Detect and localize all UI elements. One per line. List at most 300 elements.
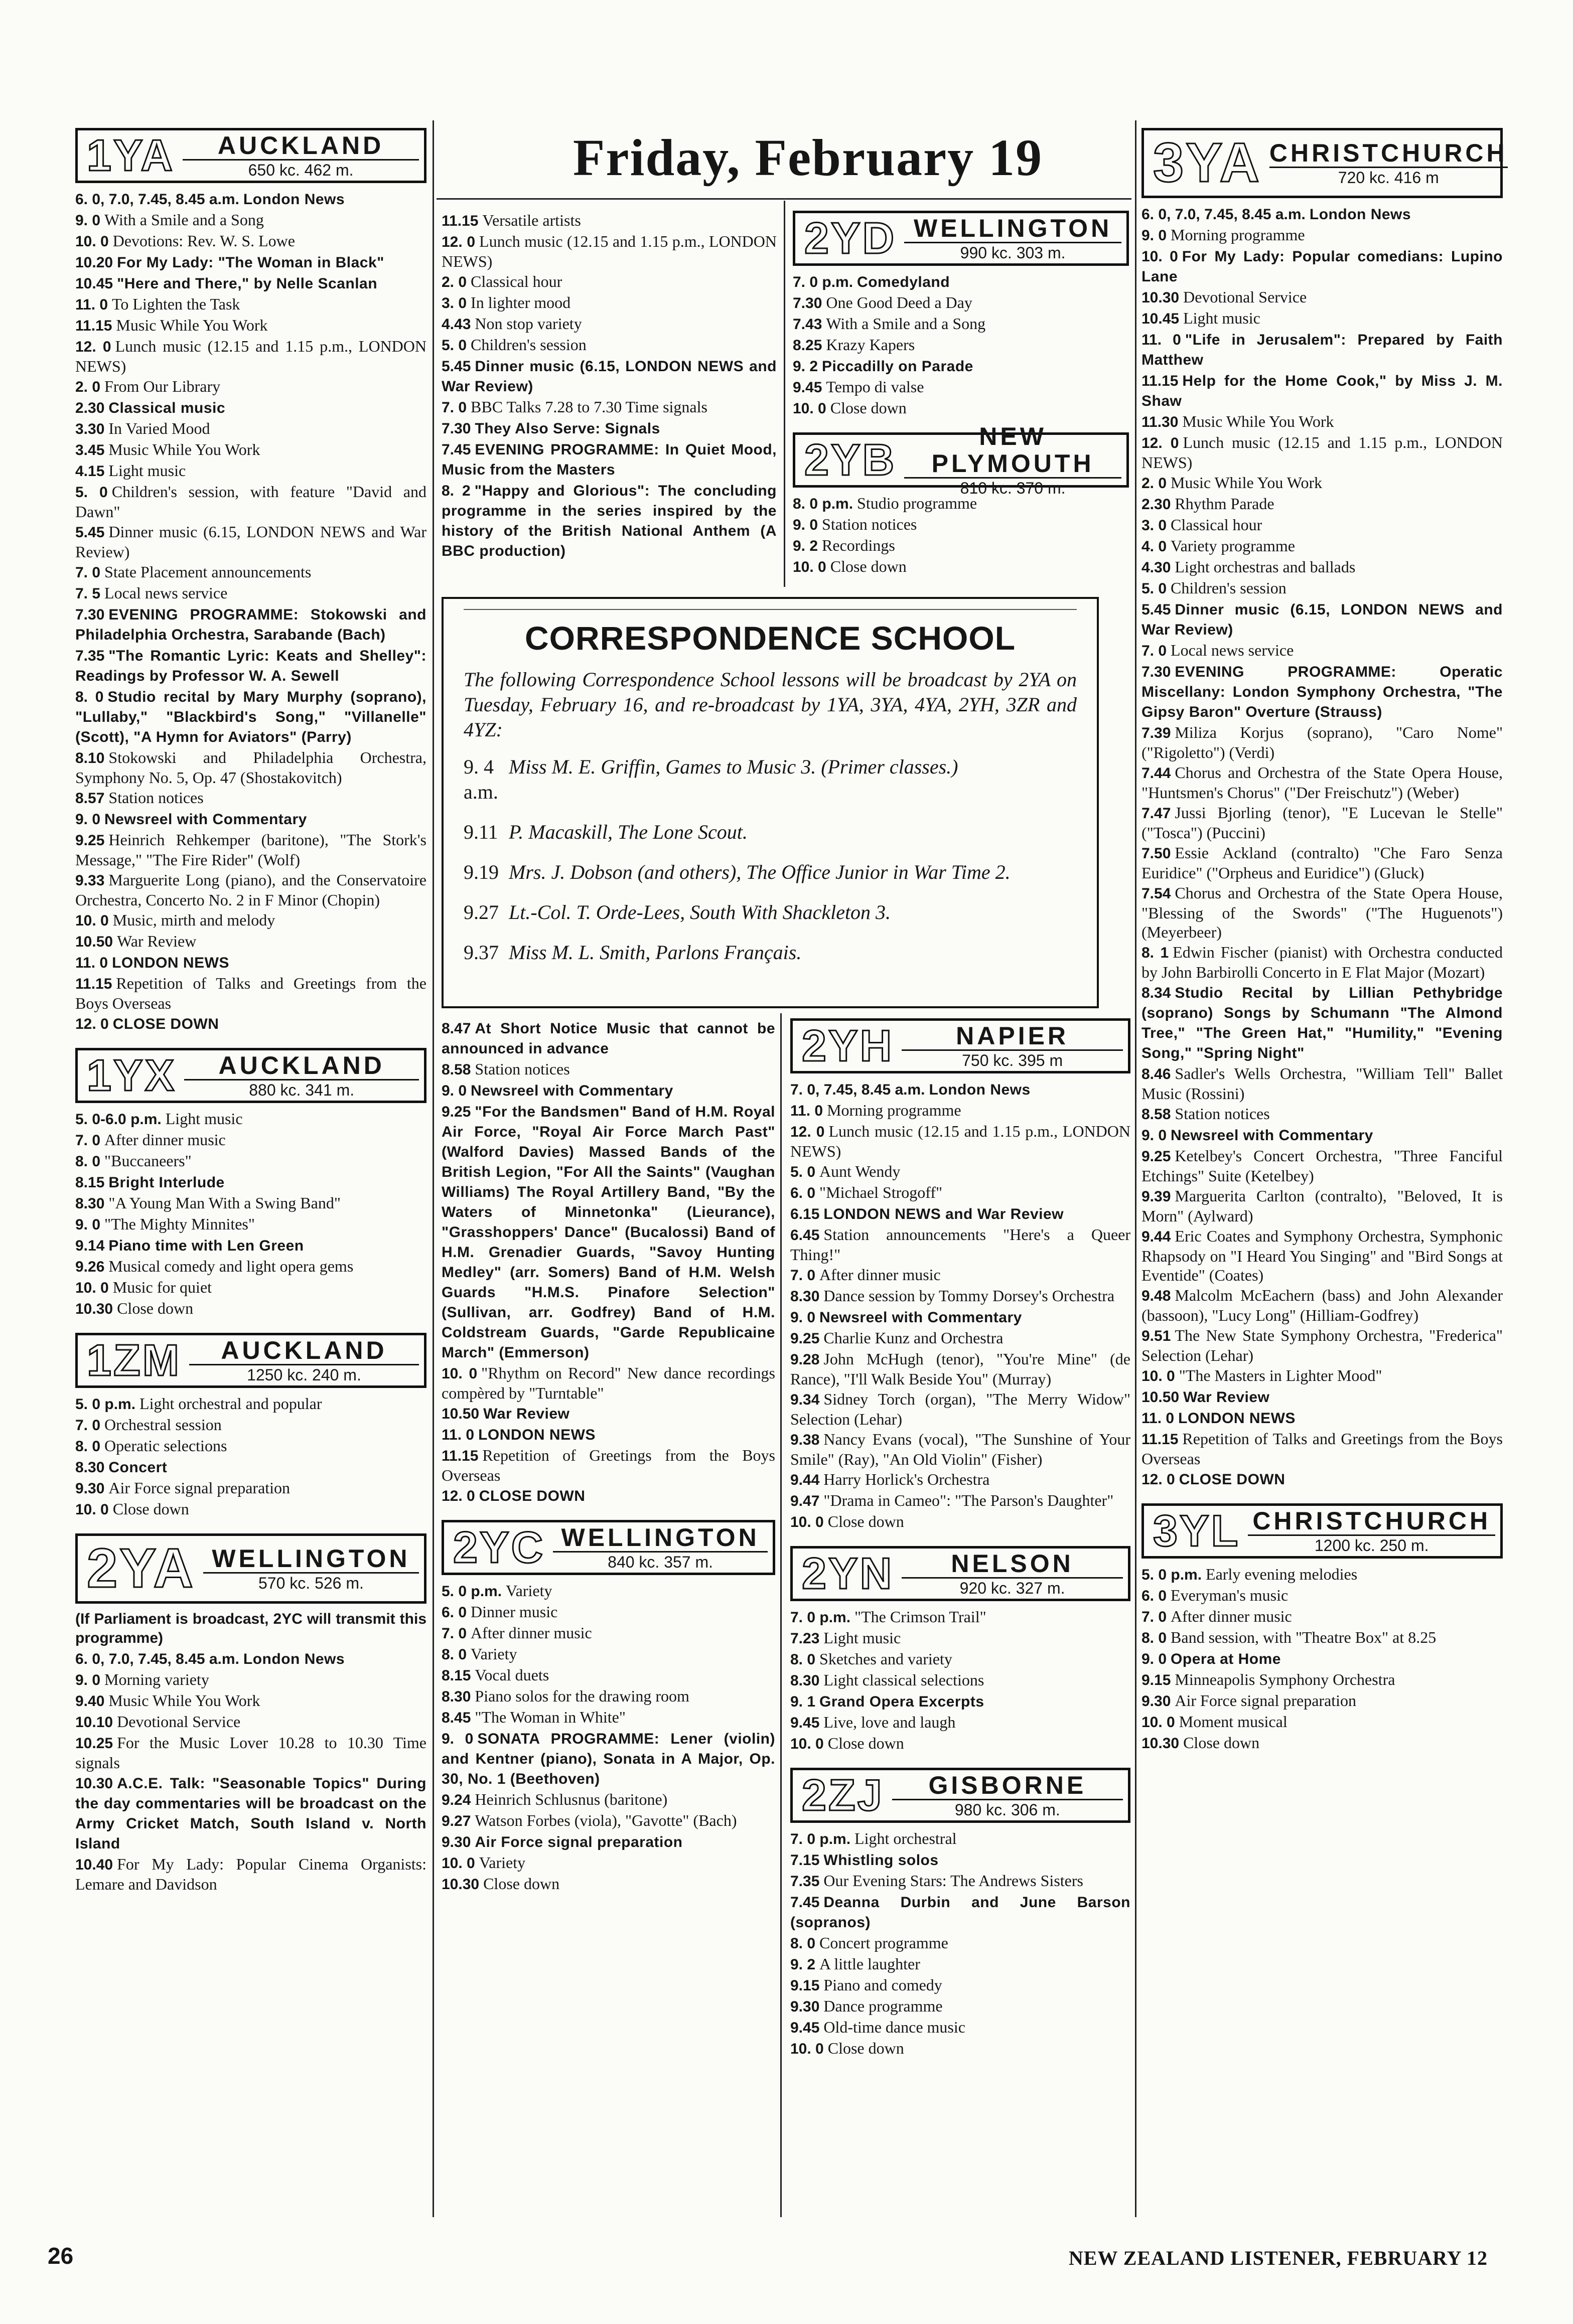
- column-rule: [1135, 120, 1136, 2217]
- entry-time: 10.30: [1141, 289, 1180, 306]
- station-city: WELLINGTON: [561, 1523, 760, 1552]
- entry-time: 5. 0 p.m.: [1141, 1567, 1202, 1583]
- page-number: 26: [48, 2243, 74, 2269]
- entry-text: LONDON NEWS: [1178, 1410, 1296, 1427]
- entry-text: "The Woman in White": [475, 1708, 626, 1726]
- station-frequency: 650 kc. 462 m.: [183, 159, 419, 180]
- entry-text: London News: [243, 1651, 345, 1667]
- entry-time: 11.15: [75, 976, 112, 992]
- schedule-entry: [790, 1162, 1130, 1182]
- lesson-text: Miss M. E. Griffin, Games to Music 3. (Primer classes.): [509, 755, 958, 778]
- schedule-entry: [442, 1425, 775, 1445]
- station-city: GISBORNE: [928, 1771, 1087, 1799]
- entry-text: Local news service: [104, 584, 228, 602]
- entry-text: Versatile artists: [482, 211, 581, 229]
- schedule-entry: [75, 1214, 426, 1234]
- entry-text: Heinrich Rehkemper (baritone), "The Stork's Message," "The Fire Rider" (Wolf): [75, 831, 426, 869]
- lesson-item: [464, 940, 1077, 965]
- entry-time: 12. 0: [442, 234, 476, 250]
- entry-time: 6.45: [790, 1227, 820, 1244]
- entry-time: 5.45: [1141, 601, 1171, 618]
- entry-text: Tempo di valse: [826, 378, 924, 396]
- entry-text: Morning variety: [104, 1670, 209, 1688]
- schedule-entry: [1141, 1712, 1503, 1732]
- schedule-entry: [75, 189, 426, 209]
- schedule-entry: [442, 1790, 775, 1810]
- entry-time: 10.20: [75, 254, 113, 271]
- entry-time: 10. 0: [1141, 1714, 1175, 1731]
- station-header-2yn: [790, 1546, 1130, 1601]
- schedule-entry: [790, 1430, 1130, 1469]
- schedule-entry: [793, 335, 1129, 355]
- entry-time: 9. 1: [790, 1693, 816, 1710]
- schedule-entry: [790, 1286, 1130, 1306]
- schedule-entry: [793, 293, 1129, 313]
- schedule-entry: [1141, 943, 1503, 982]
- entry-time: 10.40: [75, 1856, 113, 1873]
- entry-time: 8.10: [75, 750, 105, 766]
- schedule-entry: [790, 1850, 1130, 1870]
- schedule-entry: [793, 314, 1129, 334]
- schedule-entry: [1141, 1429, 1503, 1468]
- entry-text: Close down: [827, 1512, 904, 1530]
- station-logo: 2YC: [453, 1522, 545, 1572]
- schedule-entry: [442, 1102, 775, 1362]
- schedule-entry: [790, 1933, 1130, 1953]
- entry-text: Station announcements "Here's a Queer Thing!": [790, 1225, 1130, 1264]
- schedule-entry: [442, 314, 777, 334]
- schedule-entry: [75, 273, 426, 293]
- schedule-entry: [1141, 1649, 1503, 1669]
- entry-time: 8. 0: [75, 1438, 101, 1455]
- schedule-entry: [442, 1686, 775, 1707]
- entry-time: 8. 0: [1141, 1630, 1167, 1646]
- entry-time: 9.45: [790, 1715, 820, 1731]
- schedule-entry: [1141, 246, 1503, 286]
- entry-text: Devotions: Rev. W. S. Lowe: [112, 232, 295, 250]
- entry-time: 6. 0: [1141, 1588, 1167, 1604]
- column-3-lower: [790, 1018, 1130, 2060]
- entry-text: London News: [929, 1081, 1031, 1098]
- entry-text: Station notices: [822, 515, 917, 533]
- entry-text: EVENING PROGRAMME: Stokowski and Philadelphia Orchestra, Sarabande (Bach): [75, 606, 426, 643]
- schedule-entry: [1141, 1733, 1503, 1753]
- entry-text: "A Young Man With a Swing Band": [108, 1194, 341, 1212]
- entry-text: EVENING PROGRAMME: Operatic Miscellany: London Symphony Orchestra, "The Gipsy Baron" Overture (Strauss): [1141, 664, 1503, 720]
- entry-text: The New State Symphony Orchestra, "Frederica" Selection (Lehar): [1141, 1326, 1503, 1364]
- schedule-entry: [1141, 287, 1503, 307]
- entry-text: SONATA PROGRAMME: Lener (violin) and Kentner (piano), Sonata in A Major, Op. 30, No. 1 (Beethoven): [442, 1731, 775, 1787]
- entry-time: 9. 2: [790, 1956, 816, 1973]
- entry-text: Light classical selections: [823, 1671, 984, 1689]
- station-frequency: 990 kc. 303 m.: [904, 242, 1121, 262]
- entry-time: 6. 0: [442, 1604, 467, 1621]
- entry-text: A.C.E. Talk: "Seasonable Topics" During the day commentaries will be broadcast on the Army Cricket Match, South Island v. North Island: [75, 1775, 426, 1852]
- schedule-entry: [1141, 557, 1503, 577]
- entry-time: 7.30: [75, 606, 105, 623]
- schedule-entry: [75, 522, 426, 561]
- schedule-entry: [793, 557, 1129, 577]
- schedule-entry: [1141, 1565, 1503, 1585]
- lesson-text: P. Macaskill, The Lone Scout.: [509, 821, 748, 843]
- entry-time: 12. 0: [790, 1124, 825, 1140]
- entry-time: 7.39: [1141, 725, 1171, 741]
- schedule-entry: [75, 604, 426, 645]
- entry-time: 8.30: [75, 1459, 105, 1476]
- entry-text: Variety programme: [1171, 537, 1295, 555]
- entry-time: 8. 0 p.m.: [793, 496, 853, 512]
- entry-text: "Happy and Glorious": The concluding programme in the series inspired by the history of the British National Anthem (A BBC production): [442, 483, 777, 559]
- entry-time: 5. 0 p.m.: [75, 1396, 136, 1413]
- entry-time: 12. 0: [1141, 1471, 1175, 1488]
- station-city: CHRISTCHURCH: [1269, 138, 1508, 167]
- station-logo: 1YX: [87, 1050, 177, 1100]
- lesson-time: 9.37: [464, 941, 499, 964]
- schedule-entry: [75, 1151, 426, 1171]
- schedule-entry: [1141, 308, 1503, 329]
- entry-time: 2.30: [1141, 496, 1171, 513]
- schedule-entry: [1141, 433, 1503, 472]
- entry-text: After dinner music: [1171, 1607, 1292, 1625]
- schedule-entry: [75, 419, 426, 439]
- entry-text: Bright Interlude: [108, 1174, 225, 1191]
- entry-time: 10.45: [1141, 311, 1180, 327]
- schedule-entry: [790, 1954, 1130, 1974]
- schedule-2zj: [790, 1829, 1130, 2059]
- station-frequency: 750 kc. 395 m: [902, 1049, 1123, 1070]
- schedule-entry: [442, 293, 777, 313]
- entry-text: For the Music Lover 10.28 to 10.30 Time signals: [75, 1734, 426, 1772]
- entry-time: 10. 0: [790, 2041, 824, 2057]
- schedule-entry: [442, 1018, 775, 1058]
- entry-time: 4. 0: [1141, 538, 1167, 555]
- entry-time: 10.30: [75, 1301, 113, 1317]
- entry-time: 8. 0: [790, 1935, 816, 1952]
- schedule-entry: [75, 337, 426, 376]
- schedule-2ya: [75, 1649, 426, 1894]
- entry-text: Close down: [483, 1875, 560, 1893]
- entry-text: Band session, with "Theatre Box" at 8.25: [1171, 1628, 1437, 1646]
- schedule-entry: [1141, 1408, 1503, 1428]
- schedule-entry: [790, 1892, 1130, 1932]
- entry-time: 9. 0: [1141, 1651, 1167, 1667]
- entry-text: LONDON NEWS and War Review: [823, 1206, 1064, 1222]
- entry-time: 7.47: [1141, 805, 1171, 822]
- entry-text: Morning programme: [827, 1101, 961, 1119]
- entry-text: Chorus and Orchestra of the State Opera House, "Huntsmen's Chorus" ("Der Freischutz") (Weber): [1141, 763, 1503, 802]
- schedule-entry: [75, 1712, 426, 1732]
- entry-time: 11.15: [442, 1448, 479, 1464]
- entry-text: Studio programme: [857, 494, 977, 512]
- entry-text: Close down: [830, 399, 907, 417]
- entry-time: 9. 0: [75, 1672, 101, 1688]
- entry-text: LONDON NEWS: [478, 1427, 596, 1443]
- entry-text: Aunt Wendy: [819, 1162, 901, 1180]
- entry-time: 9.47: [790, 1493, 820, 1509]
- entry-time: 8. 0: [442, 1646, 467, 1663]
- entry-text: Station notices: [1175, 1105, 1270, 1123]
- schedule-entry: [75, 210, 426, 230]
- entry-time: 5. 0: [790, 1164, 816, 1180]
- entry-text: Newsreel with Commentary: [1171, 1127, 1373, 1144]
- entry-text: Everyman's music: [1171, 1586, 1289, 1604]
- entry-text: Concert: [108, 1459, 168, 1476]
- entry-text: Music While You Work: [1182, 412, 1334, 430]
- entry-time: 8.15: [75, 1174, 105, 1191]
- entry-text: Grand Opera Excerpts: [819, 1693, 984, 1710]
- station-logo: 3YA: [1153, 132, 1261, 194]
- entry-text: London News: [1309, 206, 1411, 223]
- schedule-entry: [75, 1394, 426, 1414]
- entry-time: 6. 0, 7.0, 7.45, 8.45 a.m.: [1141, 206, 1306, 223]
- entry-text: Help for the Home Cook," by Miss J. M. Shaw: [1141, 373, 1503, 409]
- entry-text: Children's session, with feature "David and Dawn": [75, 483, 426, 521]
- entry-time: 10. 0: [793, 559, 826, 575]
- entry-time: 8.15: [442, 1667, 471, 1684]
- schedule-entry: [1141, 1104, 1503, 1124]
- schedule-entry: [1141, 515, 1503, 535]
- entry-text: Close down: [827, 2039, 904, 2057]
- entry-time: 9. 2: [793, 358, 818, 375]
- entry-text: Recordings: [822, 536, 895, 554]
- schedule-3ya: [1141, 204, 1503, 1489]
- schedule-entry: [790, 1628, 1130, 1648]
- entry-time: 10.25: [75, 1735, 113, 1752]
- schedule-entry: [790, 1670, 1130, 1690]
- entry-time: 8.58: [442, 1061, 471, 1078]
- entry-time: 7.43: [793, 316, 822, 333]
- entry-text: Music While You Work: [116, 316, 268, 334]
- entry-time: 7. 0, 7.45, 8.45 a.m.: [790, 1081, 925, 1098]
- entry-text: Lunch music (12.15 and 1.15 p.m., LONDON NEWS): [75, 337, 426, 375]
- entry-time: 8.30: [790, 1672, 820, 1689]
- schedule-entry: [1141, 1469, 1503, 1489]
- station-header-1yx: [75, 1048, 426, 1103]
- entry-text: Sadler's Wells Orchestra, "William Tell" Ballet Music (Rossini): [1141, 1064, 1503, 1103]
- entry-text: Miliza Korjus (soprano), "Caro Nome" ("Rigoletto") (Verdi): [1141, 723, 1503, 761]
- schedule-1yx: [75, 1109, 426, 1319]
- entry-text: Whistling solos: [823, 1852, 939, 1869]
- schedule-entry: [442, 211, 777, 231]
- entry-time: 12. 0: [75, 339, 111, 355]
- schedule-entry: [75, 646, 426, 686]
- entry-time: 7.35: [790, 1873, 820, 1890]
- lesson-text: Mrs. J. Dobson (and others), The Office Junior in War Time 2.: [509, 861, 1011, 883]
- schedule-entry: [1141, 371, 1503, 411]
- entry-text: War Review: [117, 932, 197, 950]
- schedule-entry: [790, 1204, 1130, 1224]
- schedule-entry: [1141, 883, 1503, 942]
- station-frequency: 1250 kc. 240 m.: [189, 1364, 419, 1384]
- schedule-entry: [1141, 494, 1503, 514]
- schedule-entry: [442, 397, 777, 417]
- entry-time: 8.46: [1141, 1066, 1171, 1082]
- entry-text: "The Crimson Trail": [854, 1608, 986, 1626]
- entry-text: EVENING PROGRAMME: In Quiet Mood, Music from the Masters: [442, 441, 777, 478]
- schedule-entry: [1141, 723, 1503, 762]
- entry-text: Essie Ackland (contralto) "Che Faro Senza Euridice" ("Orpheus and Euridice") (Gluck): [1141, 844, 1503, 882]
- entry-text: From Our Library: [104, 377, 221, 395]
- entry-text: Children's session: [471, 336, 587, 354]
- schedule-entry: [75, 809, 426, 829]
- entry-time: 9.30: [75, 1480, 105, 1497]
- schedule-2ya-continued-2: [442, 1018, 775, 1506]
- parliament-note: (If Parliament is broadcast, 2YC will transmit this programme): [75, 1611, 426, 1646]
- entry-time: 9. 0: [442, 1082, 467, 1099]
- entry-text: Non stop variety: [475, 315, 582, 333]
- column-rule: [780, 1013, 782, 2217]
- station-city: WELLINGTON: [212, 1544, 410, 1573]
- station-frequency: 920 kc. 327 m.: [902, 1577, 1123, 1598]
- entry-time: 10. 0: [75, 1501, 109, 1518]
- station-frequency: 810 kc. 370 m.: [904, 477, 1121, 498]
- entry-time: 8.30: [75, 1195, 105, 1212]
- schedule-entry: [790, 1871, 1130, 1891]
- entry-time: 9.30: [790, 1998, 820, 2015]
- entry-text: Stokowski and Philadelphia Orchestra, Symphony No. 5, Op. 47 (Shostakovitch): [75, 748, 426, 787]
- entry-text: Classical hour: [1171, 516, 1262, 534]
- entry-time: 9.39: [1141, 1188, 1171, 1205]
- entry-time: 9.15: [790, 1977, 820, 1994]
- schedule-entry: [790, 1101, 1130, 1121]
- entry-time: 9.27: [442, 1813, 471, 1829]
- entry-text: Dance session by Tommy Dorsey's Orchestra: [823, 1287, 1115, 1305]
- entry-text: Close down: [827, 1734, 904, 1752]
- entry-time: 11. 0: [75, 296, 108, 313]
- schedule-entry: [75, 1733, 426, 1772]
- entry-time: 9.44: [1141, 1228, 1171, 1245]
- schedule-entry: [1141, 1186, 1503, 1225]
- entry-time: 7.23: [790, 1630, 820, 1647]
- entry-time: 9.40: [75, 1693, 105, 1710]
- entry-text: Orchestral session: [104, 1416, 222, 1434]
- schedule-entry: [790, 1225, 1130, 1264]
- schedule-entry: [1141, 763, 1503, 802]
- schedule-entry: [75, 1499, 426, 1519]
- entry-text: Sketches and variety: [819, 1650, 952, 1668]
- entry-time: 7.15: [790, 1852, 820, 1869]
- entry-time: 10.50: [1141, 1389, 1180, 1406]
- entry-time: 9. 2: [793, 538, 818, 554]
- schedule-entry: [442, 439, 777, 480]
- entry-text: Old-time dance music: [823, 2018, 965, 2036]
- entry-text: Live, love and laugh: [823, 1713, 956, 1731]
- station-logo: 2YD: [804, 213, 897, 263]
- schedule-entry: [75, 1478, 426, 1498]
- entry-text: Newsreel with Commentary: [819, 1309, 1022, 1326]
- schedule-entry: [1141, 1691, 1503, 1711]
- entry-time: 9. 0: [442, 1731, 474, 1747]
- entry-time: 7. 0: [75, 564, 101, 581]
- entry-time: 8. 2: [442, 483, 471, 499]
- station-header-1zm: [75, 1333, 426, 1388]
- station-frequency: 1200 kc. 250 m.: [1248, 1534, 1495, 1555]
- schedule-entry: [1141, 204, 1503, 224]
- entry-time: 3.30: [75, 421, 105, 437]
- station-frequency: 980 kc. 306 m.: [892, 1799, 1123, 1819]
- entry-time: 4.15: [75, 463, 105, 480]
- schedule-entry: [442, 272, 777, 292]
- schedule-entry: [442, 481, 777, 561]
- schedule-entry: [75, 1278, 426, 1298]
- entry-text: Newsreel with Commentary: [104, 811, 307, 828]
- entry-time: 10. 0: [75, 233, 109, 250]
- entry-text: Variety: [506, 1582, 552, 1600]
- schedule-entry: [1141, 599, 1503, 640]
- entry-time: 6. 0, 7.0, 7.45, 8.45 a.m.: [75, 1651, 239, 1667]
- lesson-text: Miss M. L. Smith, Parlons Français.: [509, 941, 802, 964]
- schedule-entry: [75, 1436, 426, 1456]
- schedule-2yd: [793, 272, 1129, 418]
- entry-time: 10. 0: [75, 912, 109, 929]
- entry-time: 10. 0: [790, 1736, 824, 1752]
- schedule-entry: [442, 232, 777, 271]
- station-frequency: 570 kc. 526 m.: [203, 1572, 419, 1593]
- schedule-entry: [75, 932, 426, 952]
- entry-text: A little laughter: [819, 1955, 920, 1973]
- schedule-entry: [75, 788, 426, 808]
- schedule-entry: [75, 562, 426, 582]
- station-logo: 2YA: [87, 1537, 195, 1599]
- schedule-entry: [790, 1328, 1130, 1348]
- schedule-entry: [75, 482, 426, 521]
- schedule-entry: [442, 335, 777, 355]
- station-logo: 3YL: [1153, 1506, 1240, 1556]
- schedule-entry: [790, 1996, 1130, 2017]
- correspondence-intro: The following Correspondence School lessons will be broadcast by 2YA on Tuesday, February 16, and re-broadcast by 1YA, 3YA, 4YA, 2YH, 3ZR and 4YZ:: [464, 668, 1077, 741]
- schedule-entry: [442, 1059, 775, 1079]
- entry-time: 7. 0: [442, 1625, 467, 1642]
- entry-text: Close down: [830, 557, 907, 575]
- station-header-2zj: [790, 1768, 1130, 1823]
- station-logo: 2ZJ: [802, 1770, 884, 1820]
- schedule-entry: [442, 1623, 775, 1643]
- entry-text: Devotional Service: [1183, 288, 1307, 306]
- entry-time: 7.30: [1141, 664, 1171, 680]
- entry-time: 10.45: [75, 275, 113, 292]
- entry-text: Lunch music (12.15 and 1.15 p.m., LONDON NEWS): [1141, 433, 1503, 472]
- station-city: AUCKLAND: [218, 1051, 385, 1079]
- entry-text: Our Evening Stars: The Andrews Sisters: [823, 1872, 1083, 1890]
- entry-text: In Varied Mood: [108, 419, 210, 437]
- station-header-2yd: [793, 211, 1129, 266]
- schedule-entry: [790, 1691, 1130, 1712]
- column-rule: [433, 120, 434, 2217]
- entry-time: 9.30: [442, 1834, 471, 1850]
- station-header-2yb: [793, 422, 1129, 497]
- schedule-entry: [1141, 983, 1503, 1063]
- schedule-entry: [75, 1109, 426, 1129]
- entry-text: With a Smile and a Song: [826, 315, 986, 333]
- entry-text: "For the Bandsmen" Band of H.M. Royal Air Force, "Royal Air Force March Past" (Walford Davies) Massed Bands of the British Legion, "For All the Saints" (Vaughan Williams) The Royal Artillery Band, "By the Waters of Minnetonka" (Lieurance), "Grasshoppers' Dance" (Bucalossi) Band of H.M. Grenadier Guards, "Savoy Hunting Medley" (arr. Somers) Band of H.M. Welsh Guards "H.M.S. Pinafore Selection" (Sullivan, arr. Godfrey) Band of H.M. Coldstream Guards, "Garde Republicaine March" (Emmerson): [442, 1104, 775, 1361]
- entry-text: Air Force signal preparation: [475, 1834, 683, 1850]
- entry-text: Light music: [1183, 309, 1260, 327]
- entry-time: 12. 0: [442, 1488, 475, 1504]
- entry-time: 9. 0: [1141, 227, 1167, 244]
- entry-text: Edwin Fischer (pianist) with Orchestra conducted by John Barbirolli Concerto in E Flat Major (Mozart): [1141, 943, 1503, 981]
- entry-text: "Here and There," by Nelle Scanlan: [117, 275, 378, 292]
- schedule-entry: [75, 1415, 426, 1435]
- entry-time: 4.30: [1141, 559, 1171, 576]
- lesson-time: 9. 4 a.m.: [464, 755, 498, 803]
- schedule-entry: [790, 1122, 1130, 1161]
- entry-time: 7. 0 p.m.: [790, 1609, 851, 1626]
- entry-time: 2.30: [75, 400, 105, 416]
- schedule-2yn: [790, 1607, 1130, 1754]
- entry-text: Operatic selections: [104, 1437, 227, 1455]
- entry-time: 9.30: [1141, 1693, 1171, 1710]
- entry-text: Malcolm McEachern (bass) and John Alexander (bassoon), "Lucy Long" (Hilliam-Godfrey): [1141, 1286, 1503, 1324]
